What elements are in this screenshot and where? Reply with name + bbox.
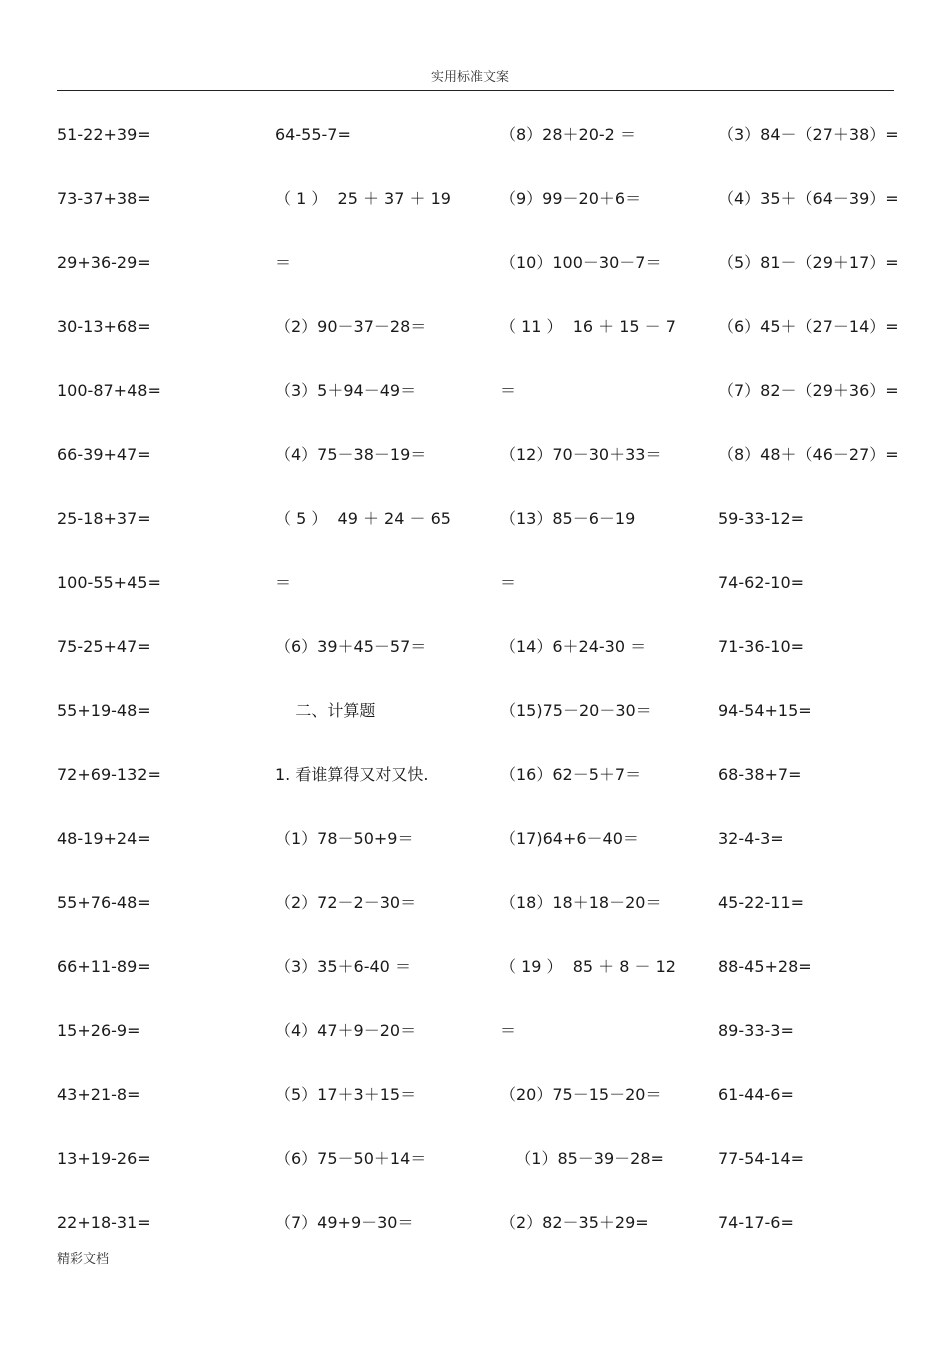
problem: （4）35＋（64－39）=: [718, 189, 899, 208]
problem: （12）70－30＋33＝: [500, 445, 662, 464]
problem: 100-87+48=: [57, 381, 161, 400]
problem: （2）72－2－30＝: [275, 893, 417, 912]
problem: 43+21-8=: [57, 1085, 141, 1104]
problem: 68-38+7=: [718, 765, 802, 784]
problem: （17)64+6－40＝: [500, 829, 639, 848]
problem: 29+36-29=: [57, 253, 151, 272]
problem: 15+26-9=: [57, 1021, 141, 1040]
problem: （2）82－35＋29=: [500, 1213, 649, 1232]
problem: （8）48＋（46－27）=: [718, 445, 899, 464]
problem: （2）90－37－28＝: [275, 317, 427, 336]
problem: （ 11 ） 16 ＋ 15 － 7: [500, 317, 676, 336]
problem: 73-37+38=: [57, 189, 151, 208]
problem: （7）49+9－30＝: [275, 1213, 414, 1232]
header-divider: [57, 90, 894, 91]
problem: 45-22-11=: [718, 893, 805, 912]
problem: ＝: [275, 573, 292, 592]
problem: ＝: [500, 573, 517, 592]
problem: （5）17＋3＋15＝: [275, 1085, 417, 1104]
problem: 74-17-6=: [718, 1213, 794, 1232]
problem: 64-55-7=: [275, 125, 351, 144]
problem: （6）39＋45－57＝: [275, 637, 427, 656]
problem: 61-44-6=: [718, 1085, 794, 1104]
problem: （5）81－（29＋17）=: [718, 253, 899, 272]
problem: 48-19+24=: [57, 829, 151, 848]
problem: （20）75－15－20＝: [500, 1085, 662, 1104]
problem: （16）62－5＋7＝: [500, 765, 642, 784]
problem: ＝: [275, 253, 292, 272]
problem: （ 5 ） 49 ＋ 24 － 65: [275, 509, 451, 528]
problem: ＝: [500, 1021, 517, 1040]
problem: 32-4-3=: [718, 829, 784, 848]
problem: 75-25+47=: [57, 637, 151, 656]
problem: （3）5＋94－49＝: [275, 381, 417, 400]
problem: （15)75－20－30＝: [500, 701, 652, 720]
problem: 59-33-12=: [718, 509, 805, 528]
section-heading: 二、计算题: [275, 701, 376, 720]
problem: 94-54+15=: [718, 701, 812, 720]
problem: ＝: [500, 381, 517, 400]
problem: 55+76-48=: [57, 893, 151, 912]
problem: （8）28＋20-2 ＝: [500, 125, 636, 144]
problem: 22+18-31=: [57, 1213, 151, 1232]
problem: 100-55+45=: [57, 573, 161, 592]
problem: 66+11-89=: [57, 957, 151, 976]
problem: （ 1 ） 25 ＋ 37 ＋ 19: [275, 189, 451, 208]
problem: （1）78－50+9＝: [275, 829, 414, 848]
problem: 74-62-10=: [718, 573, 805, 592]
problem: （14）6＋24-30 ＝: [500, 637, 647, 656]
problem: （18）18＋18－20＝: [500, 893, 662, 912]
problem: 88-45+28=: [718, 957, 812, 976]
problem: 51-22+39=: [57, 125, 151, 144]
problem: （1）85－39－28=: [500, 1149, 664, 1168]
problem: （6）45＋（27－14）=: [718, 317, 899, 336]
problem: 72+69-132=: [57, 765, 161, 784]
problem: 55+19-48=: [57, 701, 151, 720]
problem: 30-13+68=: [57, 317, 151, 336]
problem: （6）75－50＋14＝: [275, 1149, 427, 1168]
page-header-title: 实用标准文案: [430, 70, 509, 85]
problem: （3）84－（27＋38）=: [718, 125, 899, 144]
problem: 77-54-14=: [718, 1149, 805, 1168]
problem: 89-33-3=: [718, 1021, 794, 1040]
problem: （3）35＋6-40 ＝: [275, 957, 411, 976]
problem: （4）75－38－19＝: [275, 445, 427, 464]
problem: （9）99－20＋6＝: [500, 189, 642, 208]
problem: （7）82－（29＋36）=: [718, 381, 899, 400]
problem: 25-18+37=: [57, 509, 151, 528]
problem: （13）85－6－19: [500, 509, 636, 528]
problem: （10）100－30－7＝: [500, 253, 662, 272]
instruction-text: 1. 看谁算得又对又快.: [275, 765, 429, 784]
problem: 13+19-26=: [57, 1149, 151, 1168]
problem: （ 19 ） 85 ＋ 8 － 12: [500, 957, 676, 976]
page-footer-text: 精彩文档: [57, 1252, 110, 1267]
problem: （4）47＋9－20＝: [275, 1021, 417, 1040]
problem: 71-36-10=: [718, 637, 805, 656]
problem: 66-39+47=: [57, 445, 151, 464]
